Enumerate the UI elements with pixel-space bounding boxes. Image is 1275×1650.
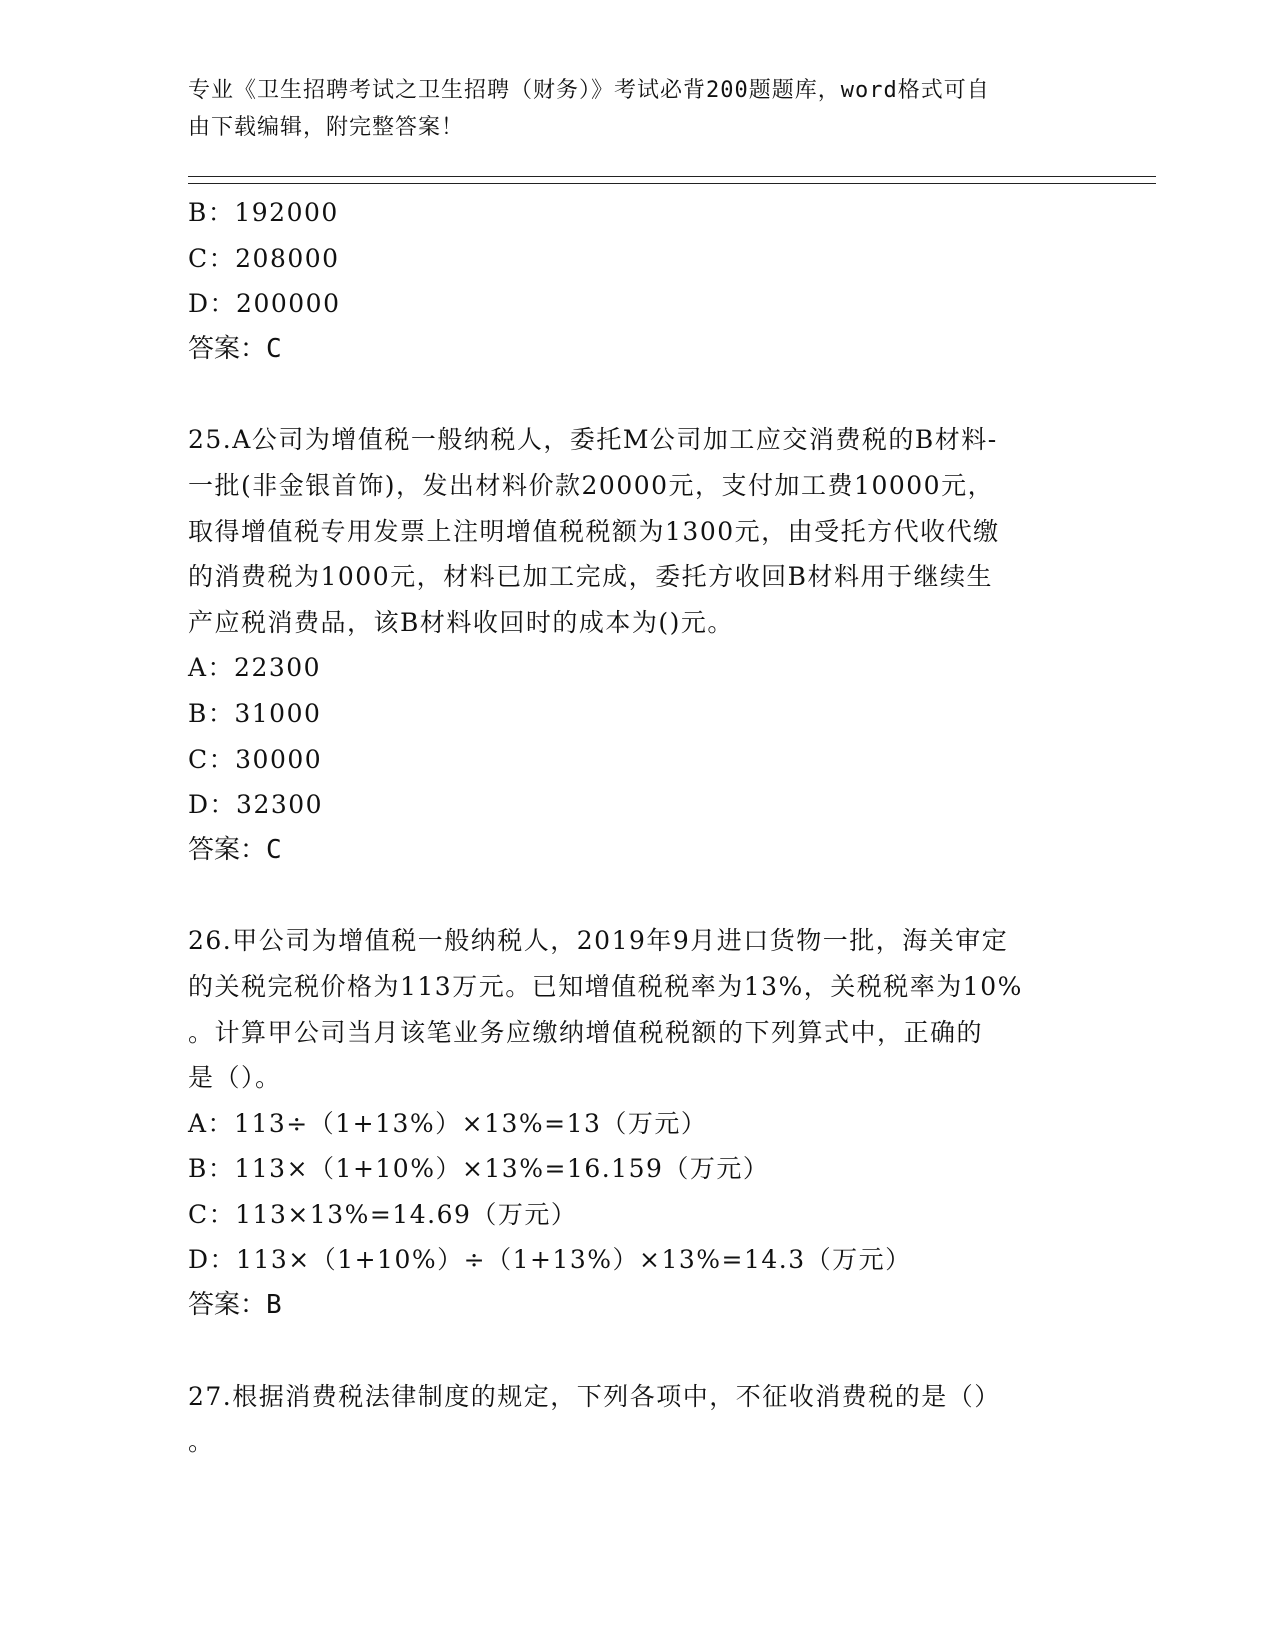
option-a: A：113÷（1+13%）×13%=13（万元） [188, 1108, 708, 1138]
question-stem-line: 25.A公司为增值税一般纳税人，委托M公司加工应交消费税的B材料- [188, 425, 998, 455]
header-divider-top [188, 176, 1156, 177]
option-d: D：32300 [188, 790, 324, 820]
document-body [188, 190, 1088, 1465]
question-stem-line: 的关税完税价格为113万元。已知增值税税率为13%，关税税率为10% [188, 971, 1023, 1001]
question-27 [188, 1374, 1088, 1465]
option-b: B：192000 [188, 198, 339, 227]
option-d: D：200000 [188, 289, 341, 319]
option-c: C：30000 [188, 744, 323, 774]
question-26 [188, 918, 1088, 1328]
spacer [188, 372, 1088, 417]
question-stem-line: 取得增值税专用发票上注明增值税税额为1300元，由受托方代收代缴 [188, 516, 1000, 546]
option-c: C：113×13%=14.69（万元） [188, 1199, 578, 1229]
question-stem-line: 。计算甲公司当月该笔业务应缴纳增值税税额的下列算式中，正确的 [188, 1017, 984, 1047]
option-b: B：113×（1+10%）×13%=16.159（万元） [188, 1154, 770, 1184]
answer-line: 答案：B [188, 1290, 282, 1321]
question-stem-line: 的消费税为1000元，材料已加工完成，委托方收回B材料用于继续生 [188, 562, 993, 592]
header-line-1: 专业《卫生招聘考试之卫生招聘（财务）》考试必背200题题库，word格式可自 [188, 78, 990, 103]
question-stem-line: 一批(非金银首饰)，发出材料价款20000元，支付加工费10000元， [188, 470, 995, 500]
answer-line: 答案：C [188, 834, 282, 865]
spacer [188, 1329, 1088, 1374]
document-header [188, 72, 1088, 146]
option-c: C：208000 [188, 243, 340, 273]
question-24 [188, 190, 1088, 372]
question-stem-line: 产应税消费品，该B材料收回时的成本为()元。 [188, 607, 734, 637]
question-stem-line: 27.根据消费税法律制度的规定，下列各项中，不征收消费税的是（） [188, 1381, 1001, 1411]
header-divider-bottom [188, 183, 1156, 184]
answer-line: 答案：C [188, 333, 282, 364]
option-d: D：113×（1+10%）÷（1+13%）×13%=14.3（万元） [188, 1245, 912, 1275]
question-stem-line: 是（）。 [188, 1063, 282, 1093]
question-25 [188, 417, 1088, 873]
question-stem-line: 26.甲公司为增值税一般纳税人，2019年9月进口货物一批，海关审定 [188, 926, 1009, 956]
option-a: A：22300 [188, 653, 322, 683]
option-b: B：31000 [188, 698, 322, 728]
question-stem-line: 。 [188, 1427, 215, 1457]
header-line-2: 由下载编辑，附完整答案！ [188, 115, 465, 140]
spacer [188, 873, 1088, 918]
